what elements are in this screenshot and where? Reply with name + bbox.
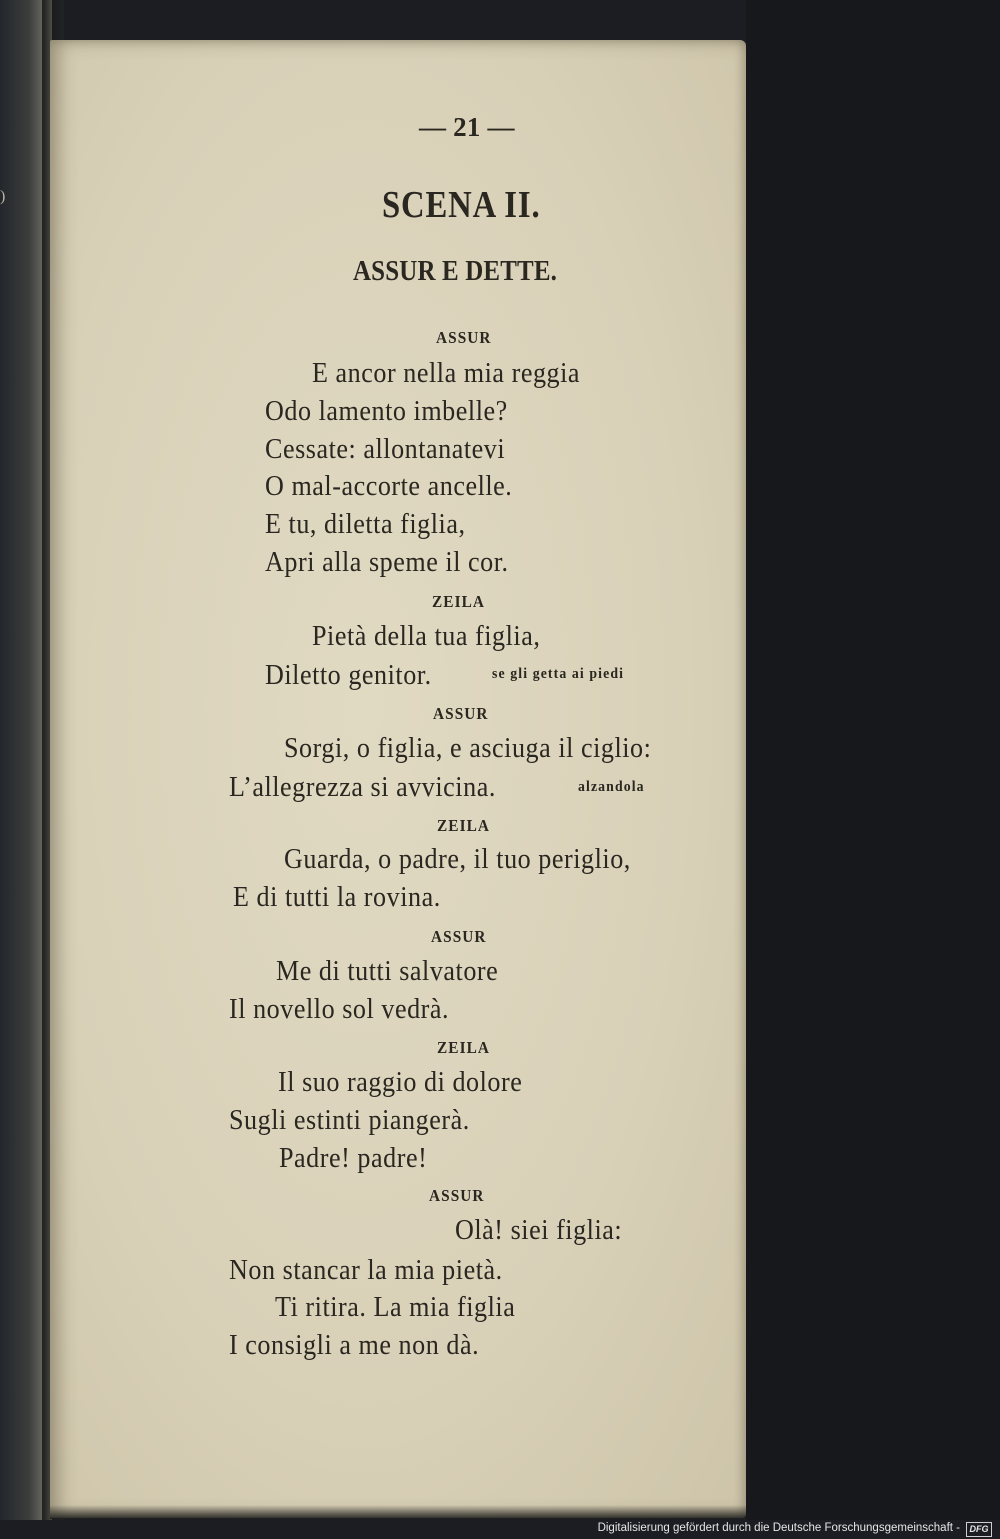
verse-line: E tu, diletta figlia,	[265, 508, 466, 540]
verse-line: Cessate: allontanatevi	[265, 433, 506, 465]
speaker-name: ZEILA	[437, 1038, 491, 1057]
stage-direction: alzandola	[578, 779, 645, 795]
verse-line: Pietà della tua figlia,	[312, 620, 541, 652]
speaker-name: ZEILA	[437, 816, 491, 835]
digitization-credit: Digitalisierung gefördert durch die Deutsche Forschungsgemeinschaft -	[597, 1522, 960, 1534]
verse-line: Odo lamento imbelle?	[265, 395, 508, 427]
verse-line: Me di tutti salvatore	[276, 955, 499, 987]
verse-line: O mal-accorte ancelle.	[265, 470, 513, 502]
verse-line: L’allegrezza si avvicina.	[229, 771, 496, 803]
verse-line: E di tutti la rovina.	[233, 881, 441, 913]
dfg-logo-icon: DFG	[966, 1522, 992, 1537]
verse-line: I consigli a me non dà.	[229, 1329, 480, 1361]
verse-line: Il novello sol vedrà.	[229, 993, 450, 1025]
speaker-name: ASSUR	[431, 927, 487, 946]
stage-direction: se gli getta ai piedi	[492, 666, 625, 682]
speaker-name: ASSUR	[433, 704, 489, 723]
page-number: — 21 —	[419, 112, 515, 142]
verse-line: E ancor nella mia reggia	[312, 357, 581, 389]
verse-line: Sorgi, o figlia, e asciuga il ciglio:	[284, 732, 652, 764]
page-bottom-shadow	[50, 1505, 746, 1519]
verse-line: Ti ritira. La mia figlia	[275, 1291, 516, 1323]
scene-subtitle: ASSUR E DETTE.	[353, 255, 558, 287]
verse-line: Padre! padre!	[279, 1142, 428, 1174]
speaker-name: ASSUR	[436, 328, 492, 347]
edge-mark: )	[0, 188, 6, 205]
verse-line: Apri alla speme il cor.	[265, 546, 509, 578]
speaker-name: ZEILA	[432, 592, 486, 611]
verse-line: Sugli estinti piangerà.	[229, 1104, 470, 1136]
scene-title: SCENA II.	[382, 184, 541, 226]
verse-line: Il suo raggio di dolore	[278, 1066, 523, 1098]
scan-background	[746, 0, 1000, 1520]
verse-line: Diletto genitor.	[265, 659, 432, 691]
verse-line: Guarda, o padre, il tuo periglio,	[284, 843, 631, 875]
verse-line: Olà! siei figlia:	[455, 1214, 623, 1246]
speaker-name: ASSUR	[429, 1186, 485, 1205]
verse-line: Non stancar la mia pietà.	[229, 1254, 503, 1286]
